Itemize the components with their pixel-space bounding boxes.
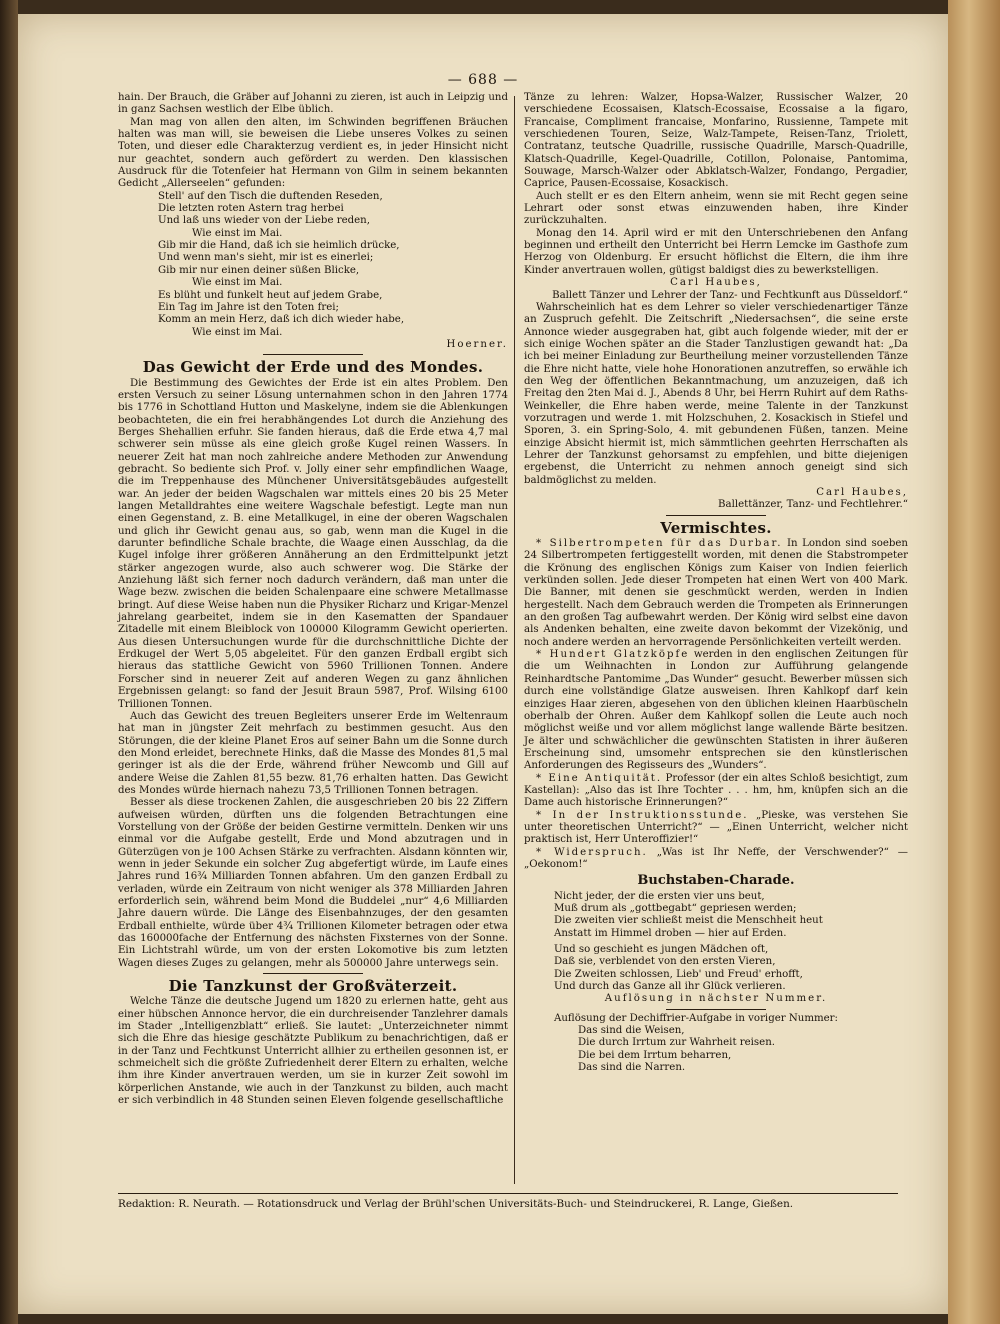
charade-line: Nicht jeder, der die ersten vier uns beut, [554, 890, 765, 902]
solution-line: Das sind die Narren. [578, 1062, 686, 1074]
section-title-misc: Vermischtes. [660, 518, 772, 537]
charade-line: Die Zweiten schlossen, Lieb' und Freud' erhofft, [554, 968, 803, 980]
misc-item-text: „Was ist Ihr Neffe, der Verschwender?“ — „Oekonom!“ [524, 846, 908, 870]
misc-item-lead: * Widerspruch. [536, 846, 648, 858]
poem-line: Wie einst im Mai. [192, 227, 283, 239]
charade-line: Und so geschieht es jungen Mädchen oft, [554, 944, 769, 956]
paragraph: Auch stellt er es den Eltern anheim, wenn sie mit Recht gegen seine Lehrart oder sonst etwas einzuwenden haben, ihre Kinder zurückzuhalten. [524, 190, 908, 227]
misc-item [524, 649, 908, 772]
poem-line: Und wenn man's sieht, mir ist es einerlei; [158, 252, 374, 264]
misc-item-text: „Pieske, was verstehen Sie unter theoretischen Unterricht?“ — „Einen Unterricht, welcher nicht praktisch ist, Herr Unteroffizier!“ [524, 809, 908, 846]
divider [666, 515, 766, 516]
paragraph: hain. Der Brauch, die Gräber auf Johanni zu zieren, ist auch in Leipzig und in ganz Sachsen westlich der Elbe üblich. [118, 92, 508, 116]
divider [263, 973, 363, 974]
poem-line: Die letzten roten Astern trag herbei [158, 203, 344, 215]
page-number: — 688 — [447, 72, 519, 88]
paragraph: Auch das Gewicht des treuen Begleiters unserer Erde im Weltenraum hat man in jüngster Zeit mehrfach zu bestimmen gesucht. Aus den Störungen, die der kleine Planet Eros auf seiner Bahn um die Sonne durch den Mond erleidet, berechnete Hinks, daß die Masse des Mondes 81,5 mal geringer ist als die der Erde, während früher Newcomb und Gill auf andere Weise die Zahlen 81,55 bezw. 81,76 erhalten hatten. Das Gewicht des Mondes würde hiernach nahezu 73,5 Trillionen Tonnen betragen. [118, 710, 508, 796]
misc-item-lead: * Eine Antiquität. [536, 772, 663, 784]
charade-line: Muß drum als „gottbegabt“ gepriesen werden; [554, 903, 797, 914]
left-column [118, 92, 508, 1108]
divider [263, 354, 363, 355]
solution-line: Die durch Irrtum zur Wahrheit reisen. [578, 1037, 775, 1049]
poem-line: Gib mir nur einen deiner süßen Blicke, [158, 264, 360, 276]
column-divider [514, 96, 515, 1184]
poem-signature: Hoerner. [446, 338, 508, 350]
signature-title: Ballett Tänzer und Lehrer der Tanz- und Fechtkunft aus Düsseldorf.“ [552, 289, 908, 301]
misc-item [524, 847, 908, 872]
poem-line: Es blüht und funkelt heut auf jedem Grabe, [158, 289, 383, 301]
charade-line: Anstatt im Himmel droben — hier auf Erden. [554, 927, 787, 939]
poem-line: Stell' auf den Tisch die duftenden Reseden, [158, 190, 383, 202]
signature-title: Ballettänzer, Tanz- und Fechtlehrer.“ [718, 499, 908, 511]
misc-item-lead: * Hundert Glatzköpfe [536, 649, 690, 661]
page-edge [948, 0, 1000, 1324]
paragraph: Besser als diese trockenen Zahlen, die ausgeschrieben 20 bis 22 Ziffern aufweisen würden, dürften uns die folgenden Betrachtungen eine Vorstellung von der Größe der beiden Gestirne vermitteln. Denken wir uns einmal vor die Aufgabe gestellt, Erde und Mond abzutragen und in Güterzügen von je 100 Achsen Stärke zu verfrachten. Alsdann könnten wir, wenn in jeder Sekunde ein solcher Zug abgefertigt würde, im Laufe eines Jahres rund 16¾ Milliarden Tonnen abfahren. Um den ganzen Erdball zu verladen, würde ein Zeitraum von nicht weniger als 378 Milliarden Jahren erforderlich sein, während beim Mond die Buddelei „nur“ 4,6 Milliarden Jahre dauern würde. Die Länge des Eisenbahnzuges, der den gesamten Erdball enthielte, würde über 4¾ Trillionen Kilometer betragen oder etwa das 160000fache der Entfernung des nächsten Fixsternes von der Sonne. Ein Lichtstrahl würde, um von der ersten Lokomotive bis zum letzten Wagen dieses Zuges zu gelangen, mehr als 500000 Jahre unterwegs sein. [118, 797, 508, 969]
misc-item-text: werden in den englischen Zeitungen für die um Weihnachten in London zur Aufführung gelangende Reinhardtsche Pantomime „Das Wunder“ gesucht. Bewerber müssen sich durch eine vollständige Glatze ausweisen. Ihren Kahlkopf darf kein einziges Haar zieren, abgesehen von den üblichen kleinen Haarbüscheln oberhalb der Ohren. Außer dem Kahlkopf sollen die Leute auch noch möglichst weiße und vor allem möglichst lange wallende Bärte besitzen. Je älter und schwächlicher die gewünschten Statisten in ihrer äußeren Erscheinung sind, umsomehr entsprechen sie den künstlerischen Anforderungen des Regisseurs des „Wunders“. [524, 649, 908, 772]
poem-allerseelen [158, 191, 508, 339]
misc-item [524, 773, 908, 810]
signature-name: Carl Haubes, [670, 277, 762, 289]
misc-item [524, 538, 908, 649]
poem-line: Wie einst im Mai. [192, 326, 283, 338]
article-title-earth-moon: Das Gewicht der Erde und des Mondes. [142, 358, 484, 377]
misc-item-text: Professor (der ein altes Schloß besichtigt, zum Kastellan): „Also das ist Ihre Tochter . . . hm, hm, knüpfen sich an die Dame auch historische Erinnerungen?“ [524, 772, 908, 809]
signature-name: Carl Haubes, [816, 487, 908, 498]
paragraph: Wahrscheinlich hat es dem Lehrer so vieler verschiedenartiger Tänze an Zuspruch gefehlt. Die Zeitschrift „Niedersachsen“, die seine erste Annonce wieder ausgegraben hat, gibt auch folgende wieder, mit der er sich einige Wochen später an die Stader Tanzlustigen gewandt hat: „Da ich bei meiner Einladung zur Beurtheilung meiner vorzustellenden Tänze die Ehre nicht hatte, viele hohe Honorationen anzutreffen, so erwähle ich den Weg der öffentlichen Bekanntmachung, um anzuzeigen, daß ich Freitag den 2ten Mai d. J., Abends 8 Uhr, bei Herrn Ruhirt auf dem Raths-Weinkeller, die Ehre haben werde, meine Talente in der Tanzkunst vorzutragen und werde 1. mit Holzschuhen, 2. Kosackisch in Stiefel und Sporen, 3. ein Spring-Solo, 4. mit gebundenen Füßen, tanzen. Meine einzige Absicht hiermit ist, mich sämmtlichen geehrten Herrschaften als Lehrer der Tanzkunst gehorsamst zu empfehlen, und bitte diejenigen ergebenst, die Unterricht zu nehmen annoch geneigt sind sich baldmöglichst zu melden. [524, 301, 908, 486]
charade-title: Buchstaben-Charade. [637, 873, 795, 889]
charade-line: Daß sie, verblendet von den ersten Vieren, [554, 956, 776, 968]
paragraph: Welche Tänze die deutsche Jugend um 1820 zu erlernen hatte, geht aus einer hübschen Annonce hervor, die ein durchreisender Tanzlehrer damals im Stader „Intelligenzblatt“ erließ. Sie lautet: „Unterzeichneter nimmt sich die Ehre das hiesige geschätzte Publikum zu benachrichtigen, daß er in der Tanz und Fechtkunst Unterricht allhier zu ertheilen gesonnen ist, er schmeichelt sich die größte Zufriedenheit derer Eltern zu erhalten, welche ihm ihre Kinder anvertrauen werden, um sie in kurzer Zeit sowohl im körperlichen Anstande, wie auch in der Tanzkunst zu bilden, auch macht er sich verbindlich in 48 Stunden seinen Eleven folgende gesellschaftliche [118, 996, 508, 1107]
misc-item-text: In London sind soeben 24 Silbertrompeten fertiggestellt worden, mit denen die Stabstrompeter die Krönung des englischen Königs zum Kaiser von Indien feierlich verkünden sollen. Jede dieser Trompeten hat einen Wert von 400 Mark. Die Banner, mit denen sie geschmückt werden, werden in Indien hergestellt. Nach dem Gebrauch werden die Trompeten als Erinnerungen an den großen Tag aufbewahrt werden. Der König wird selbst eine davon als Andenken behalten, eine zweite davon bekommt der Vizekönig, und noch andere werden an hervorragende Persönlichkeiten verteilt werden. [524, 538, 908, 648]
charade-poem [554, 891, 908, 994]
paragraph: Monag den 14. April wird er mit den Unterschriebenen den Anfang beginnen und ertheilt den Unterricht bei Herrn Lemcke im Gasthofe zum Herzog von Oldenburg. Er ersucht höflichst die Eltern, die ihm ihre Kinder anvertrauen wollen, gütigst baldigst dies zu bewerkstelligen. [524, 227, 908, 276]
paragraph: Die Bestimmung des Gewichtes der Erde ist ein altes Problem. Den ersten Versuch zu seiner Lösung unternahmen schon in den Jahren 1774 bis 1776 in Schottland Hutton und Maskelyne, indem sie die Ablenkungen beobachteten, die ein frei herabhängendes Lot durch die Anziehung des Berges Shehallien erfuhr. Sie fanden hieraus, daß die Erde etwa 4,7 mal schwerer sein müsse als eine gleich große Kugel reinen Wassers. In neuerer Zeit hat man noch zahlreiche andere Methoden zur Anwendung gebracht. So bediente sich Prof. v. Jolly einer sehr empfindlichen Waage, die im Treppenhause des Münchener Universitätsgebäudes aufgestellt war. An jeder der beiden Wagschalen war mittels eines 20 bis 25 Meter langen Metalldrahtes eine weitere Wagschale befestigt. Legte man nun einen Gegenstand, z. B. eine Metallkugel, in eine der oberen Wagschalen und glich ihr Gewicht genau aus, so gab, wenn man die Kugel in die darunter befindliche Schale brachte, die Waage einen Ausschlag, da die Kugel infolge ihrer größeren Annäherung an den Erdmittelpunkt jetzt stärker angezogen wurde, also auch schwerer wog. Die Stärke der Anziehung läßt sich ferner noch dadurch verändern, daß man unter die Wage bezw. zwischen die beiden Schalenpaare eine schwere Metallmasse bringt. Auf diese Weise haben nun die Physiker Richarz und Krigar-Menzel jahrelang gearbeitet, indem sie in den Kasematten der Spandauer Zitadelle mit einem Bleiblock von 100000 Kilogramm Gewicht operierten. Aus diesen Untersuchungen wurde für die durchschnittliche Dichte der Erdkugel der Wert 5,05 abgeleitet. Für den ganzen Erdball ergibt sich hieraus das stattliche Gewicht von 5960 Trillionen Tonnen. Andere Forscher sind in neuerer Zeit auf anderen Wegen zu ganz ähnlichen Ergebnissen gelangt: so fand der Jesuit Braun 5987, Prof. Wilsing 6100 Trillionen Tonnen. [118, 377, 508, 710]
poem-line: Und laß uns wieder von der Liebe reden, [158, 215, 370, 227]
paragraph: Tänze zu lehren: Walzer, Hopsa-Walzer, Russischer Walzer, 20 verschiedene Ecossaisen, Klatsch-Ecossaise, Ecossaise a la figaro, Francaise, Compliment francaise, Monfarino, Russienne, Tampete mit verschiedenen Touren, Seize, Walz-Tampete, Reisen-Tanz, Triolett, Contratanz, teutsche Quadrille, russische Quadrille, Marsch-Quadrille, Klatsch-Quadrille, Kegel-Quadrille, Cotillon, Polonaise, Pantomima, Souwage, Marsch-Walzer oder Abklatsch-Walzer, Fondango, Pergadier, Caprice, Pausen-Ecossaise, Kosackisch. [524, 92, 908, 190]
divider [666, 1009, 766, 1010]
poem-line: Wie einst im Mai. [192, 277, 283, 289]
solution-line: Das sind die Weisen, [578, 1025, 685, 1037]
charade-solution-note: Auflösung in nächster Nummer. [604, 993, 828, 1005]
imprint-footer: Redaktion: R. Neurath. — Rotationsdruck und Verlag der Brühl'schen Universitäts-Buch- und Steindruckerei, R. Lange, Gießen. [118, 1193, 898, 1210]
misc-item-lead: * Silbertrompeten für das Durbar. [536, 538, 783, 550]
poem-line: Gib mir die Hand, daß ich sie heimlich drücke, [158, 240, 400, 252]
poem-line: Komm an mein Herz, daß ich dich wieder habe, [158, 314, 405, 326]
article-title-dance: Die Tanzkunst der Großväterzeit. [168, 977, 458, 996]
solution-block [554, 1013, 908, 1075]
solution-title: Auflösung der Dechiffrier-Aufgabe in voriger Nummer: [554, 1012, 838, 1024]
poem-line: Ein Tag im Jahre ist den Toten frei; [158, 301, 339, 313]
book-gutter [0, 0, 18, 1324]
charade-line: Und durch das Ganze all ihr Glück verlieren. [554, 981, 786, 993]
misc-item [524, 810, 908, 847]
misc-item-lead: * In der Instruktionsstunde. [536, 809, 749, 821]
solution-line: Die bei dem Irrtum beharren, [578, 1049, 732, 1061]
right-column [524, 92, 908, 1074]
paragraph: Man mag von allen den alten, im Schwinden begriffenen Bräuchen halten was man will, sie beweisen die Liebe unseres Volkes zu seinen Toten, und dieser edle Charakterzug verdient es, in jeder Hinsicht nicht nur geachtet, sondern auch gefördert zu werden. Den klassischen Ausdruck für die Totenfeier hat Hermann von Gilm in seinem bekannten Gedicht „Allerseelen“ gefunden: [118, 116, 508, 190]
charade-line: Die zweiten vier schließt meist die Menschheit heut [554, 915, 823, 927]
